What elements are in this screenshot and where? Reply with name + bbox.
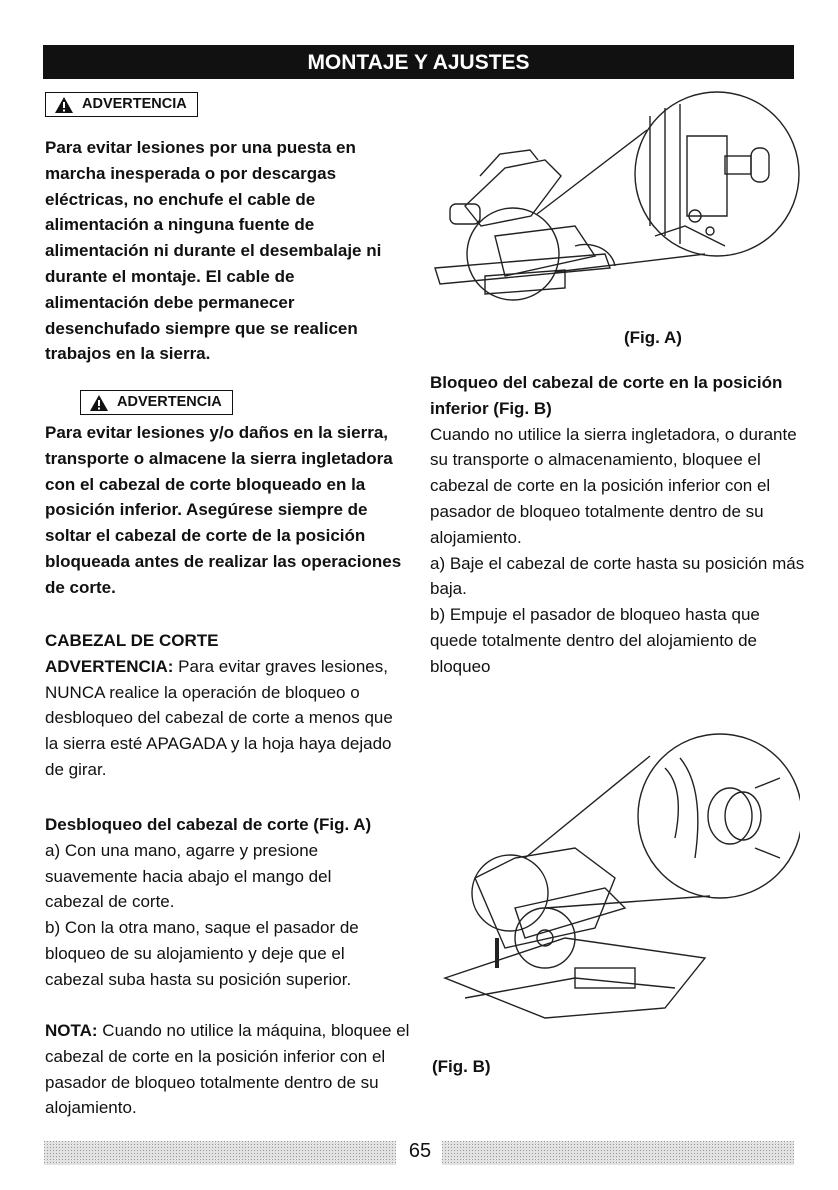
warning-triangle-icon xyxy=(54,96,74,114)
bloqueo-step-a: a) Baje el cabezal de corte hasta su posición más baja. xyxy=(430,553,805,599)
desbloqueo-step-b: b) Con la otra mano, saque el pasador de bloqueo de su alojamiento y deje que el cabezal suba hasta su posición superior. xyxy=(45,918,359,989)
footer-bar-right xyxy=(442,1141,794,1165)
section-title-banner: MONTAJE Y AJUSTES xyxy=(43,45,794,79)
warning-text-2: Para evitar lesiones y/o daños en la sierra, transporte o almacene la sierra ingletadora con el cabezal de corte bloqueado en la posición inferior. Asegúrese siempre de soltar el cabezal de corte de la posición bloqueada antes de realizar las operaciones de corte. xyxy=(45,423,402,597)
nota-section xyxy=(45,1018,413,1121)
bloqueo-heading: Bloqueo del cabezal de corte en la posición inferior (Fig. B) xyxy=(430,373,783,418)
bloqueo-intro: Cuando no utilice la sierra ingletadora, o durante su transporte o almacenamiento, bloquee el cabezal de corte en la posición inferior con el pasador de bloqueo totalmente dentro de su alojamiento. xyxy=(430,424,797,547)
warning-text-1: Para evitar lesiones por una puesta en marcha inesperada o por descargas eléctricas, no enchufe el cable de alimentación a ninguna fuente de alimentación ni durante el desembalaje ni durante el montaje. El cable de alimentación debe permanecer desenchufado siempre que se realicen trabajos en la sierra. xyxy=(45,138,382,364)
fig-a-caption: (Fig. A) xyxy=(624,328,682,347)
cabezal-heading: CABEZAL DE CORTE xyxy=(45,631,219,650)
warning-label-text: ADVERTENCIA xyxy=(117,394,222,410)
cabezal-section xyxy=(45,628,410,783)
warning-label-1 xyxy=(45,92,198,117)
fig-b-illustration xyxy=(425,728,800,1028)
cabezal-warning xyxy=(45,654,410,783)
bloqueo-section xyxy=(430,370,805,680)
nota-text: Cuando no utilice la máquina, bloquee el cabezal de corte en la posición inferior con el pasador de bloqueo totalmente dentro de su alojamiento. xyxy=(45,1021,410,1118)
warning-label-text: ADVERTENCIA xyxy=(82,96,187,112)
bloqueo-step-b: b) Empuje el pasador de bloqueo hasta que quede totalmente dentro del alojamiento de bloqueo xyxy=(430,605,760,676)
desbloqueo-section xyxy=(45,812,385,993)
cabezal-warning-text: Para evitar graves lesiones, NUNCA realice la operación de bloqueo o desbloqueo del cabezal de corte a menos que la sierra esté APAGADA y la hoja haya dejado de girar. xyxy=(45,656,393,779)
cabezal-warning-label: ADVERTENCIA: xyxy=(45,656,174,676)
warning-label-2 xyxy=(80,390,233,415)
fig-a-illustration xyxy=(425,86,800,308)
footer-bar-left xyxy=(44,1141,396,1165)
desbloqueo-step-a: a) Con una mano, agarre y presione suavemente hacia abajo el mango del cabezal de corte. xyxy=(45,840,332,912)
fig-b-caption: (Fig. B) xyxy=(432,1057,491,1076)
page-number: 65 xyxy=(408,1140,432,1162)
warning-triangle-icon xyxy=(89,394,109,412)
desbloqueo-heading: Desbloqueo del cabezal de corte (Fig. A) xyxy=(45,815,372,834)
nota-label: NOTA: xyxy=(45,1021,98,1040)
